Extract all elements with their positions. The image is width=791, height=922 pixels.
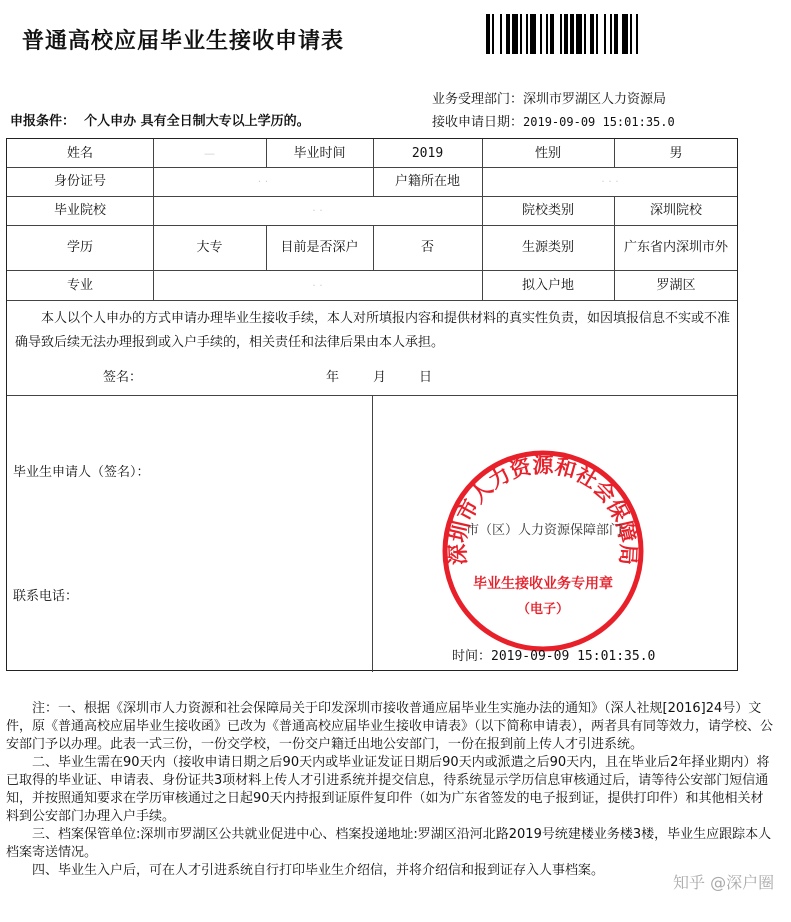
hukou-value: · · ·	[601, 175, 619, 188]
id-label: 身份证号	[53, 174, 106, 189]
edu-value: 大专	[196, 240, 223, 255]
barcode-bar	[622, 14, 628, 54]
barcode-bar	[614, 14, 618, 54]
stamp-overlay-text: 市（区）人力资源保障部门	[466, 523, 623, 538]
barcode-bar	[604, 14, 606, 54]
condition-label: 申报条件：	[10, 114, 76, 129]
barcode-bar	[550, 14, 554, 54]
year-label: 年	[326, 370, 340, 385]
grad-sign-label: 毕业生申请人（签名）：	[13, 465, 150, 480]
barcode-bar	[500, 14, 502, 54]
barcode-bar	[610, 14, 612, 54]
barcode-bar	[584, 14, 586, 54]
barcode-bar	[492, 14, 494, 54]
date-line	[432, 111, 675, 130]
barcode-bar	[530, 14, 536, 54]
id-value: · ·	[257, 175, 269, 188]
sz-hukou-value: 否	[420, 240, 434, 255]
major-label: 专业	[66, 277, 93, 293]
phone-label: 联系电话：	[13, 589, 79, 604]
barcode-bar	[520, 14, 522, 54]
school-value: · ·	[312, 204, 323, 217]
barcode-bar	[570, 14, 574, 54]
name-value: —	[204, 146, 215, 160]
day-label: 日	[419, 370, 433, 385]
watermark: 知乎 @深户圈	[673, 873, 775, 892]
date-label: 接收申请日期：	[432, 115, 524, 130]
condition-line	[10, 110, 310, 129]
origin-value: 广东省内深圳市外	[623, 240, 728, 255]
barcode-bar	[546, 14, 548, 54]
dept-line	[432, 88, 666, 107]
dept-value: 深圳市罗湖区人力资源局	[523, 92, 667, 107]
sz-hukou-label: 目前是否深户	[280, 240, 359, 255]
barcode-bar	[636, 14, 638, 54]
barcode-bar	[590, 14, 594, 54]
barcode-bar	[512, 14, 518, 54]
seal-inner-text: 毕业生接收业务专用章	[473, 576, 613, 592]
barcode-bar	[596, 14, 598, 54]
origin-label: 生源类别	[521, 240, 574, 255]
target-value: 罗湖区	[656, 277, 696, 293]
note-2: 二、毕业生需在90天内（接收申请日期之后90天内或毕业证发证日期后90天内或派遣之后90天内，且在毕业后2年择业期内）将已取得的毕业证、申请表、身份证共3项材料上传人才引进系统并提交信息，待系统显示学历信息审核通过后，请等待公安部门短信通知，并按照通知要求在学历审核通过之日起90天内持报到证原件复印件（如为广东省签发的电子报到证，提供打印件）和其他相关材料到公安部门办理入户手续。	[6, 755, 770, 824]
date-value: 2019-09-09 15:01:35.0	[523, 115, 675, 129]
notes	[6, 700, 774, 880]
gender-label: 性别	[534, 145, 561, 161]
gender-value: 男	[669, 145, 683, 161]
form-title: 普通高校应届毕业生接收申请表	[22, 28, 345, 54]
condition-value: 个人申办 具有全日制大专以上学历的。	[84, 114, 310, 129]
grad-time-label: 毕业时间	[293, 145, 346, 161]
barcode-bar	[526, 14, 528, 54]
barcode-bar	[560, 14, 562, 54]
barcode-bar	[486, 14, 490, 54]
hukou-label: 户籍所在地	[394, 174, 460, 189]
school-label: 毕业院校	[53, 203, 106, 218]
target-label: 拟入户地	[521, 277, 574, 293]
stamp-time: 时间：2019-09-09 15:01:35.0	[452, 649, 656, 664]
name-label: 姓名	[66, 145, 93, 161]
major-value: · ·	[312, 278, 323, 292]
barcode	[486, 14, 721, 54]
barcode-bar	[630, 14, 632, 54]
barcode-bar	[540, 14, 542, 54]
edu-label: 学历	[66, 240, 93, 255]
note-3: 三、档案保管单位:深圳市罗湖区公共就业促进中心、档案投递地址:罗湖区沿河北路2019号统建楼业务楼3楼，毕业生应跟踪本人档案寄送情况。	[6, 827, 772, 860]
note-1: 注：一、根据《深圳市人力资源和社会保障局关于印发深圳市接收普通应届毕业生实施办法的通知》（深人社规[2016]24号）文件，原《普通高校应届毕业生接收函》已改为《普通高校应届毕业生接收申请表》（以下简称申请表），两者具有同等效力，请学校、公安部门予以办理。此表一式三份，一份交学校，一份交户籍迁出地公安部门，一份在报到前上传人才引进系统。	[6, 701, 774, 752]
dept-label: 业务受理部门：	[432, 92, 524, 107]
seal-bottom-text: （电子）	[516, 602, 570, 617]
school-type-label: 院校类别	[521, 203, 574, 218]
grad-time-value: 2019	[411, 145, 444, 161]
official-seal	[440, 448, 646, 654]
month-label: 月	[373, 370, 387, 385]
seal-outer-text: 深圳市人力资源和社会保障局	[445, 453, 641, 566]
barcode-bar	[576, 14, 582, 54]
barcode-bar	[506, 14, 510, 54]
school-type-value: 深圳院校	[649, 203, 702, 218]
sign-label: 签名：	[103, 370, 143, 385]
barcode-bar	[564, 14, 568, 54]
note-4: 四、毕业生入户后，可在人才引进系统自行打印毕业生介绍信，并将介绍信和报到证存入人事档案。	[32, 863, 605, 878]
declaration: 本人以个人申办的方式申请办理毕业生接收手续，本人对所填报内容和提供材料的真实性负责，如因填报信息不实或不准确导致后续无法办理报到或入户手续的，相关责任和法律后果由本人承担。	[15, 311, 731, 350]
